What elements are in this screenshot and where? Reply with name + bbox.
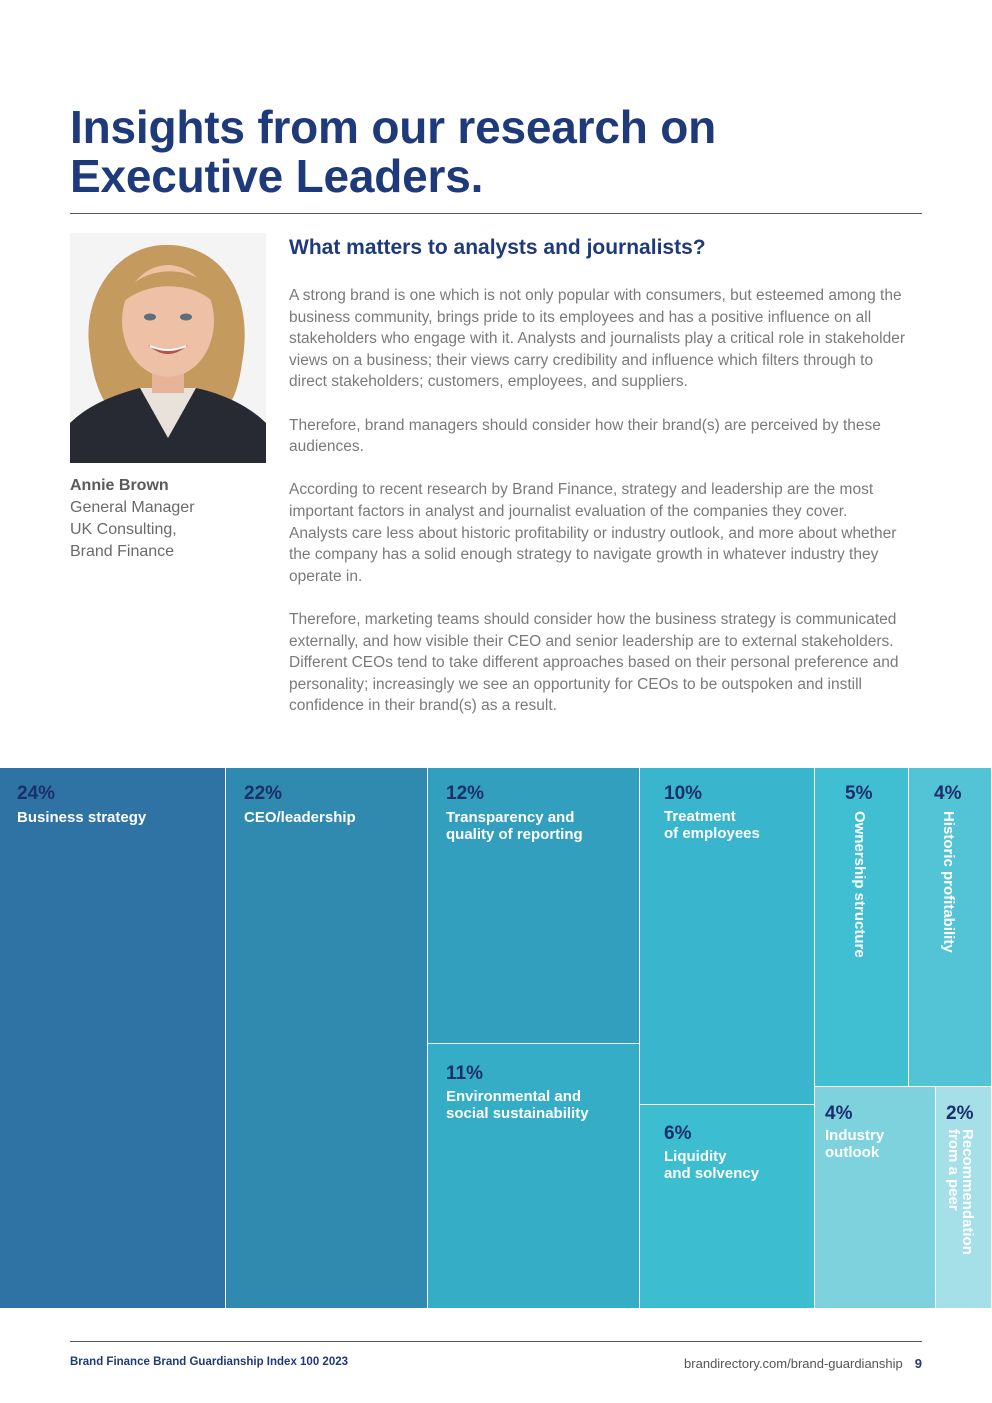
cell-label: Liquidity and solvency: [664, 1148, 760, 1182]
cell-label: Transparency and quality of reporting: [446, 809, 583, 843]
cell-label: Treatment of employees: [664, 808, 760, 842]
treemap-cell-business-strategy: [0, 768, 226, 1309]
treemap-cell-industry-outlook: [815, 1087, 936, 1309]
cell-label: Industry outlook: [825, 1127, 885, 1161]
footer-url[interactable]: brandirectory.com/brand-guardianship: [684, 1356, 903, 1371]
cell-label: CEO/leadership: [244, 809, 356, 826]
page-title-line-2: Executive Leaders.: [70, 150, 484, 202]
cell-percent: 5%: [845, 783, 873, 804]
treemap-cell-treatment-of-employees: [640, 768, 815, 1105]
treemap-cell-ownership-structure: [815, 768, 909, 1087]
cell-percent: 6%: [664, 1123, 692, 1144]
cell-percent: 10%: [664, 783, 703, 804]
cell-label: Business strategy: [17, 809, 147, 826]
page-title-line-1: Insights from our research on: [70, 101, 716, 153]
cell-percent: 4%: [825, 1103, 853, 1124]
paragraph: Therefore, marketing teams should consider how the business strategy is communicated externally, and how visible their CEO and senior leadership are to external stakeholders. Different CEOs tend to take different approaches based on their personal preference and personality; increasingly we see an opportunity for CEOs to be outspoken and instill confidence in their brand(s) as a result.: [289, 610, 899, 715]
cell-percent: 11%: [446, 1063, 483, 1084]
section-heading: What matters to analysts and journalists?: [289, 236, 706, 259]
treemap-cell-recommendation: [936, 1087, 992, 1309]
person-caption: [70, 475, 195, 563]
treemap-cell-liquidity: [640, 1105, 815, 1309]
cell-percent: 12%: [446, 783, 485, 804]
treemap-cell-ceo-leadership: [226, 768, 428, 1309]
page-title: [70, 103, 930, 201]
portrait-photo: [70, 233, 266, 463]
cell-label: Historic profitability: [940, 811, 957, 953]
paragraph: A strong brand is one which is not only popular with consumers, but esteemed among the business community, brings pride to its employees and has a positive influence on all stakeholders who engage with it. Analysts and journalists play a critical role in stakeholder views on a business; their views carry credibility and influence which filters through to direct stakeholders; customers, employees, and suppliers.: [289, 287, 906, 391]
cell-percent: 4%: [934, 783, 962, 804]
person-company: Brand Finance: [70, 543, 175, 560]
cell-label: Environmental and social sustainability: [446, 1088, 589, 1122]
treemap-chart: [0, 768, 992, 1309]
paragraph: Therefore, brand managers should consider how their brand(s) are perceived by these audiences.: [289, 416, 881, 456]
footer-publication: Brand Finance Brand Guardianship Index 100 2023: [70, 1356, 349, 1368]
person-role: General Manager: [70, 499, 195, 516]
cell-label: Recommendation from a peer: [945, 1129, 976, 1255]
treemap-cell-environmental: [428, 1044, 640, 1309]
person-unit: UK Consulting,: [70, 521, 177, 538]
person-name: Annie Brown: [70, 477, 169, 494]
footer-divider: [70, 1341, 922, 1342]
cell-percent: 24%: [17, 783, 56, 804]
cell-percent: 2%: [946, 1103, 974, 1124]
cell-percent: 22%: [244, 783, 283, 804]
treemap-cell-historic-profitability: [909, 768, 992, 1087]
page-number: 9: [914, 1356, 922, 1371]
paragraph: According to recent research by Brand Finance, strategy and leadership are the most important factors in analyst and journalist evaluation of the companies they cover. Analysts care less about historic profitability or industry outlook, and more about whether the company has a solid enough strategy to navigate growth in whatever industry they operate in.: [289, 481, 897, 585]
footer-right: [684, 1356, 922, 1371]
body-text: [289, 285, 909, 738]
treemap-cell-transparency: [428, 768, 640, 1044]
cell-label: Ownership structure: [851, 811, 868, 958]
title-divider: [70, 213, 922, 214]
